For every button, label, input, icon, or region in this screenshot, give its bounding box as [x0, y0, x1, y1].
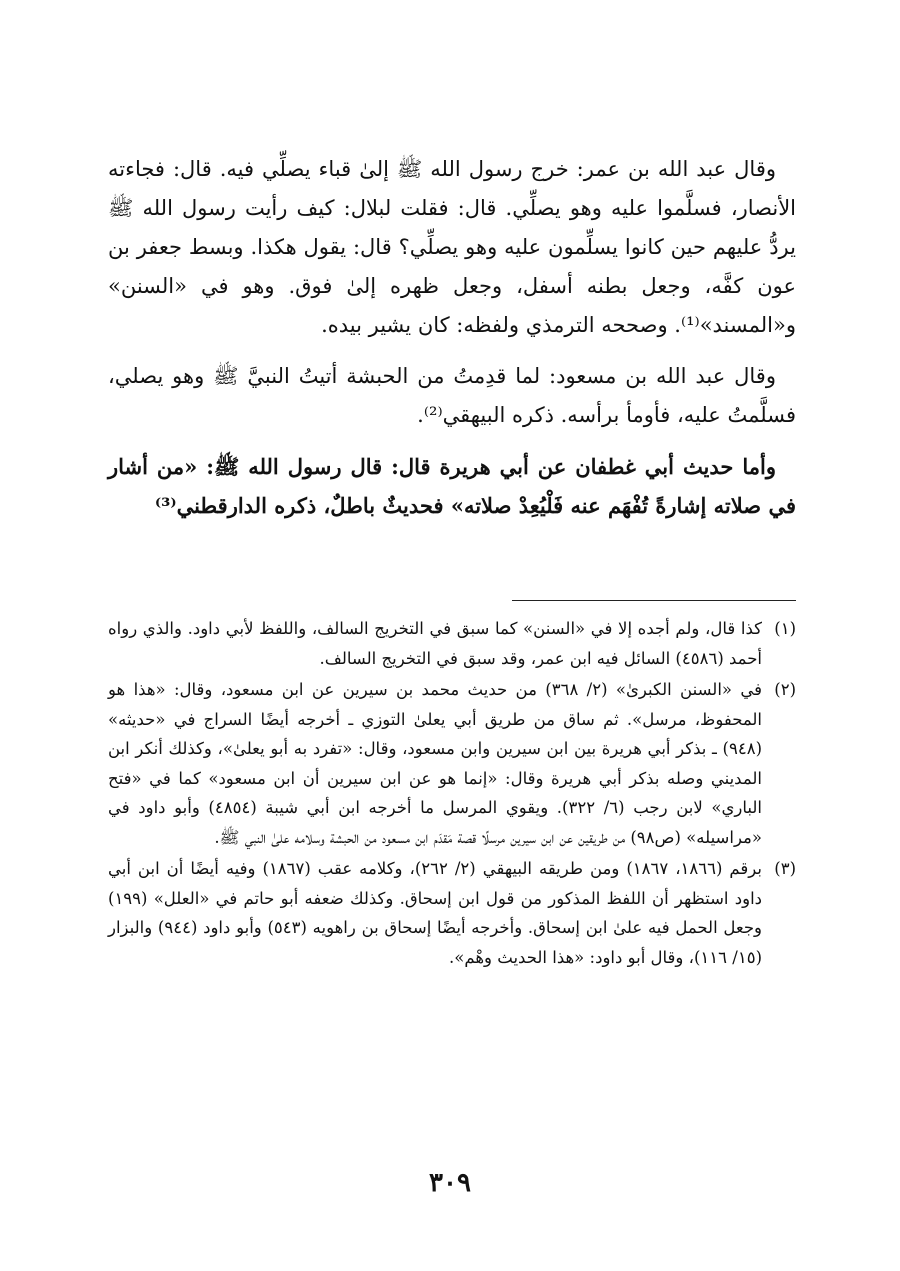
footnotes	[108, 614, 796, 974]
footnote-line: برقم (١٨٦٦، ١٨٦٧) ومن طريقه البيهقي (٢/ ٢٦٢)، وكلامه عقب (١٨٦٧) وفيه	[225, 859, 762, 878]
footnote-text	[108, 854, 762, 972]
footnote-line: أبو حاتم في «العلل» (١٩٩) وجعل الحمل فيه علىٰ ابن إسحاق. وأخرجه أيضًا	[108, 888, 762, 937]
footnote-line: السراج في «حديثه» (٩٤٨) ـ بذكر أبي هريرة بين ابن سيرين وابن مسعود، وقال: «تفرد	[108, 709, 762, 758]
paragraph: وقال عبد الله بن عمر: خرج رسول الله ﷺ إلىٰ قباء يصلِّي فيه. قال: فجاءته الأنصار، فسلَّموا عليه وهو يصلِّي. قال: فقلت لبلال: كيف رأيت رسول الله ﷺ يردُّ عليهم حين كانوا يسلِّمون عليه وهو يصلِّي؟ قال: يقول هكذا. وبسط جعفر بن عون كفَّه، وجعل بطنه أسفل، وجعل ظهره إلىٰ فوق. وهو في «السنن» و«المسند»⁽¹⁾. وصححه الترمذي ولفظه: كان يشير بيده.	[108, 157, 796, 337]
footnote-number: (٣)	[774, 859, 796, 878]
footnote-text	[108, 675, 762, 852]
footnote-divider	[512, 600, 796, 601]
footnote-line: إسحاق بن راهويه (٥٤٣) وأبو داود (٩٤٤) والبزار (١٥/ ١١٦)، وقال أبو داود:	[108, 918, 762, 967]
paragraph: وقال عبد الله بن مسعود: لما قدِمتُ من الحبشة أتيتُ النبيَّ ﷺ وهو يصلي، فسلَّمتُ عليه، فأومأ برأسه. ذكره البيهقي⁽²⁾.	[108, 364, 796, 427]
footnote-number: (١)	[774, 619, 796, 638]
footnote	[108, 614, 796, 673]
footnote-line: أيضًا أن ابن أبي داود استظهر أن اللفظ المذكور من قول ابن إسحاق. وكذلك ضعفه	[108, 859, 763, 908]
footnote	[108, 854, 796, 972]
paragraph: وأما حديث أبي غطفان عن أبي هريرة قال: قال رسول الله ﷺ: «من أشار في صلاته إشارةً تُفْهَم عنه فَلْيُعِدْ صلاته» فحديثٌ باطلٌ، ذكره الدارقطني⁽³⁾	[108, 454, 796, 518]
footnote-line: كذا قال، ولم أجده إلا في «السنن» كما سبق في التخريج السالف، واللفظ لأبي داود.	[187, 619, 762, 638]
footnote-line: سيرين أن ابن مسعود» كما في «فتح الباري» لابن رجب (٦/ ٣٢٢). ويقوي المرسل ما	[108, 768, 762, 817]
footnote-line: «هذا هو المحفوظ، مرسل». ثم ساق من طريق أبي يعلىٰ التوزي ـ أخرجه أيضًا	[108, 680, 762, 729]
footnote-line: في «السنن الكبرىٰ» (٢/ ٣٦٨) من حديث محمد بن سيرين عن ابن مسعود، وقال:	[173, 680, 762, 699]
footnote-line: والذي رواه أحمد (٤٥٨٦) السائل فيه ابن عمر، وقد سبق في التخريج السالف.	[108, 619, 762, 668]
footnote-line: أخرجه ابن أبي شيبة (٤٨٥٤) وأبو داود في «مراسيله» (ص٩٨) من طريقين عن ابن	[108, 798, 762, 847]
footnote-line: «هذا الحديث وهْم».	[449, 947, 585, 967]
footnote-number: (٢)	[774, 680, 796, 699]
main-text	[108, 150, 796, 537]
footnote-text	[108, 614, 762, 673]
footnote-line: به أبو يعلىٰ»، وكذلك أنكر ابن المديني وصله بذكر أبي هريرة وقال: «إنما هو عن ابن	[108, 739, 762, 788]
footnote	[108, 675, 796, 852]
page-number: ٣٠٩	[429, 1168, 471, 1198]
footnote-line: سيرين مرسلًا قصة مَقدَم ابن مسعود من الحبشة وسلامه علىٰ النبي ﷺ.	[214, 827, 536, 847]
